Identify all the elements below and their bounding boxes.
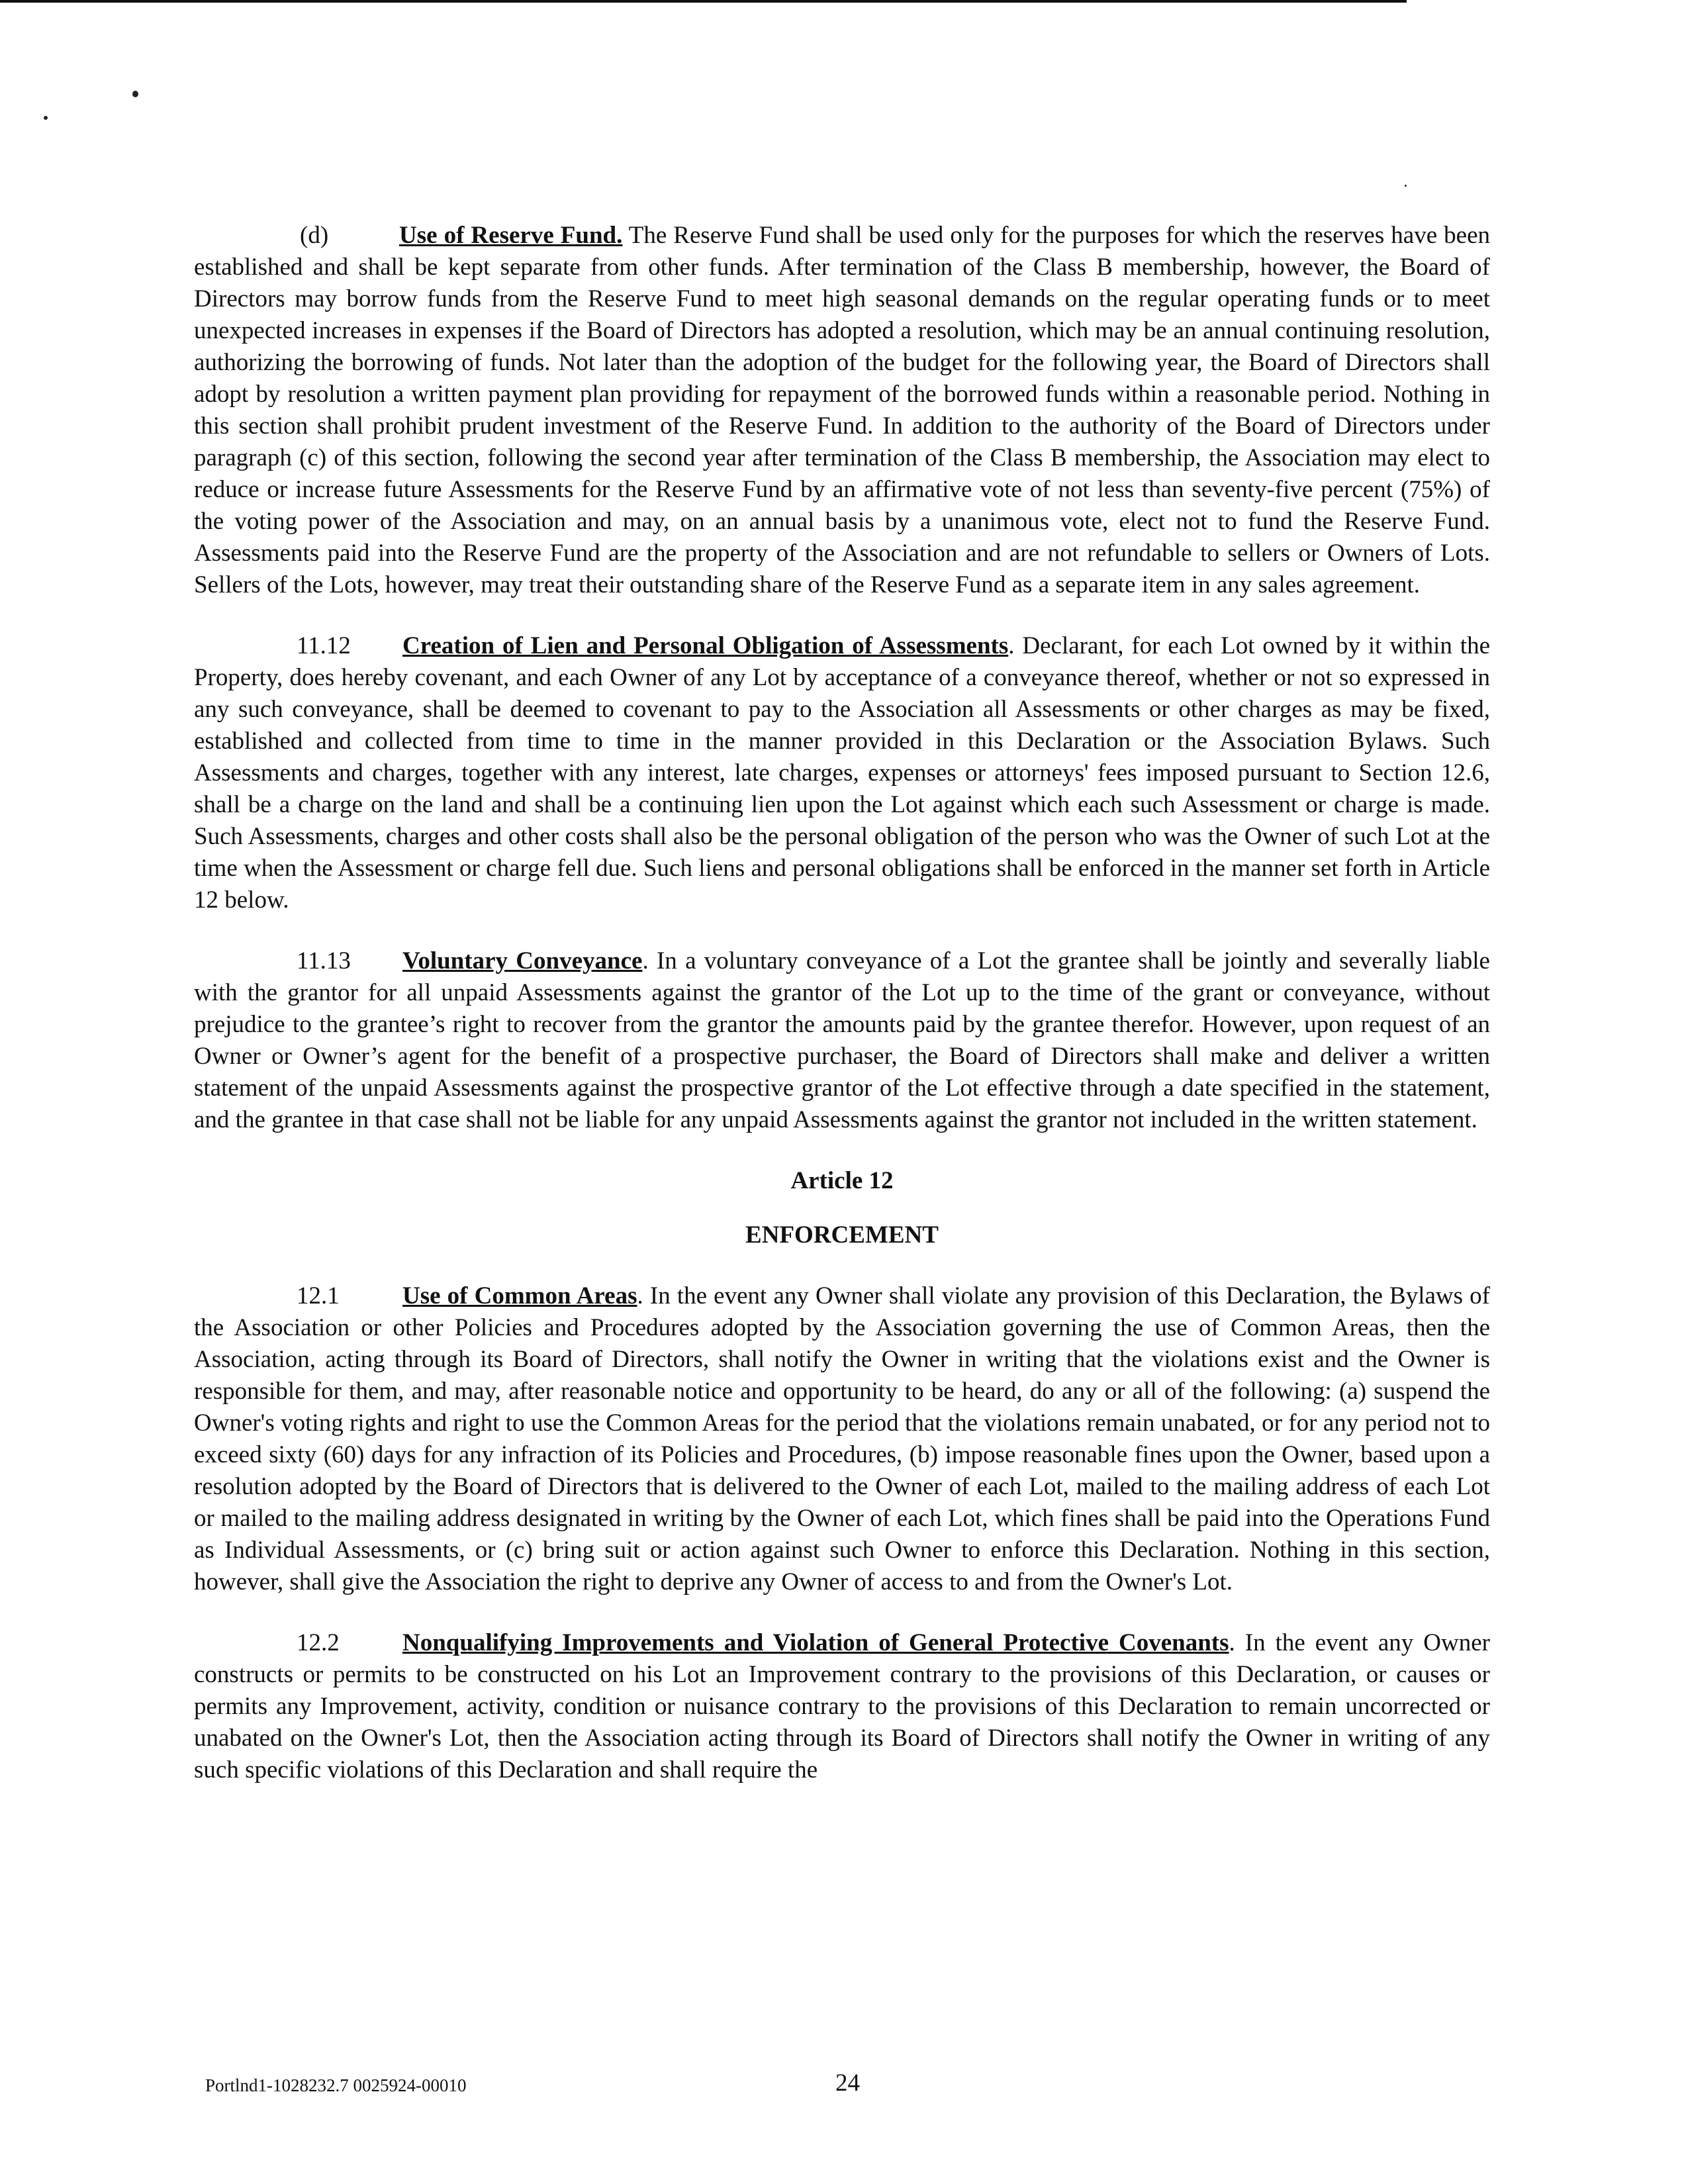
section-heading: Creation of Lien and Personal Obligation of Assessments [402, 632, 1009, 659]
section-body: . Declarant, for each Lot owned by it within the Property, does hereby covenant, and each Owner of any Lot by acceptance of a conveyance thereof, whether or not so expressed in any such conveyance, shall be deemed to covenant to pay to the Association all Assessments or other charges as may be fixed, established and collected from time to time in the manner provided in this Declaration or the Association Bylaws. Such Assessments and charges, together with any interest, late charges, expenses or attorneys' fees imposed pursuant to Section 12.6, shall be a charge on the land and shall be a continuing lien upon the Lot against which each such Assessment or charge is made. Such Assessments, charges and other costs shall also be the personal obligation of the person who was the Owner of such Lot at the time when the Assessment or charge fell due. Such liens and personal obligations shall be enforced in the manner set forth in Article 12 below. [194, 632, 1490, 914]
section-body: . In the event any Owner constructs or permits to be constructed on his Lot an Improvement contrary to the provisions of this Declaration, or causes or permits any Improvement, activity, condition or nuisance contrary to the provisions of this Declaration to remain uncorrected or unabated on the Owner's Lot, then the Association acting through its Board of Directors shall notify the Owner in writing of any such specific violations of this Declaration and shall require the [194, 1629, 1490, 1783]
article-name: ENFORCEMENT [745, 1221, 939, 1249]
paragraph-use-of-common-areas [194, 1280, 1490, 1598]
article-title: Article 12 [790, 1167, 894, 1194]
paragraph-voluntary-conveyance [194, 945, 1490, 1136]
section-number: 12.2 [297, 1629, 340, 1656]
document-body [194, 220, 1490, 1815]
footer-page-number: 24 [835, 2069, 860, 2097]
section-body: . In a voluntary conveyance of a Lot the grantee shall be jointly and severally liable with the grantor for all unpaid Assessments against the grantor of the Lot up to the time of the grant or conveyance, without prejudice to the grantee’s right to recover from the grantor the amounts paid by the grantee therefor. However, upon request of an Owner or Owner’s agent for the benefit of a prospective purchaser, the Board of Directors shall make and deliver a written statement of the unpaid Assessments against the prospective grantor of the Lot effective through a date specified in the statement, and the grantee in that case shall not be liable for any unpaid Assessments against the grantor not included in the written statement. [194, 947, 1490, 1133]
section-number: 11.12 [297, 632, 351, 659]
section-body: . In the event any Owner shall violate any provision of this Declaration, the Bylaws of the Association or other Policies and Procedures adopted by the Association governing the use of Common Areas, then the Association, acting through its Board of Directors, shall notify the Owner in writing that the violations exist and the Owner is responsible for them, and may, after reasonable notice and opportunity to be heard, do any or all of the following: (a) suspend the Owner's voting rights and right to use the Common Areas for the period that the violations remain unabated, or for any period not to exceed sixty (60) days for any infraction of its Policies and Procedures, (b) impose reasonable fines upon the Owner, based upon a resolution adopted by the Board of Directors that is delivered to the Owner of each Lot, mailed to the mailing address of each Lot or mailed to the mailing address designated in writing by the Owner of each Lot, which fines shall be paid into the Operations Fund as Individual Assessments, or (c) bring suit or action against such Owner to enforce this Declaration. Nothing in this section, however, shall give the Association the right to deprive any Owner of access to and from the Owner's Lot. [194, 1282, 1490, 1595]
footer-document-id: Portlnd1-1028232.7 0025924-00010 [205, 2075, 467, 2095]
section-body: The Reserve Fund shall be used only for the purposes for which the reserves have been established and shall be kept separate from other funds. After termination of the Class B membership, however, the Board of Directors may borrow funds from the Reserve Fund to meet high seasonal demands on the regular operating funds or to meet unexpected increases in expenses if the Board of Directors has adopted a resolution, which may be an annual continuing resolution, authorizing the borrowing of funds. Not later than the adoption of the budget for the following year, the Board of Directors shall adopt by resolution a written payment plan providing for repayment of the borrowed funds within a reasonable period. Nothing in this section shall prohibit prudent investment of the Reserve Fund. In addition to the authority of the Board of Directors under paragraph (c) of this section, following the second year after termination of the Class B membership, the Association may elect to reduce or increase future Assessments for the Reserve Fund by an affirmative vote of not less than seventy-five percent (75%) of the voting power of the Association and may, on an annual basis by a unanimous vote, elect not to fund the Reserve Fund. Assessments paid into the Reserve Fund are the property of the Association and are not refundable to sellers or Owners of Lots. Sellers of the Lots, however, may treat their outstanding share of the Reserve Fund as a separate item in any sales agreement. [194, 222, 1490, 598]
paragraph-use-of-reserve-fund [194, 220, 1490, 601]
scan-speck [44, 116, 48, 120]
section-heading: Voluntary Conveyance [402, 947, 643, 974]
paragraph-creation-of-lien [194, 630, 1490, 916]
section-number: 11.13 [297, 947, 351, 974]
section-heading: Nonqualifying Improvements and Violation of General Protective Covenants [402, 1629, 1229, 1656]
section-heading: Use of Common Areas [402, 1282, 637, 1309]
scan-speck [1405, 185, 1407, 187]
section-number: (d) [300, 222, 329, 249]
scan-speck [132, 91, 138, 97]
section-number: 12.1 [297, 1282, 340, 1309]
top-border-line [0, 0, 1407, 3]
paragraph-nonqualifying-improvements [194, 1627, 1490, 1786]
section-heading: Use of Reserve Fund. [399, 222, 623, 249]
